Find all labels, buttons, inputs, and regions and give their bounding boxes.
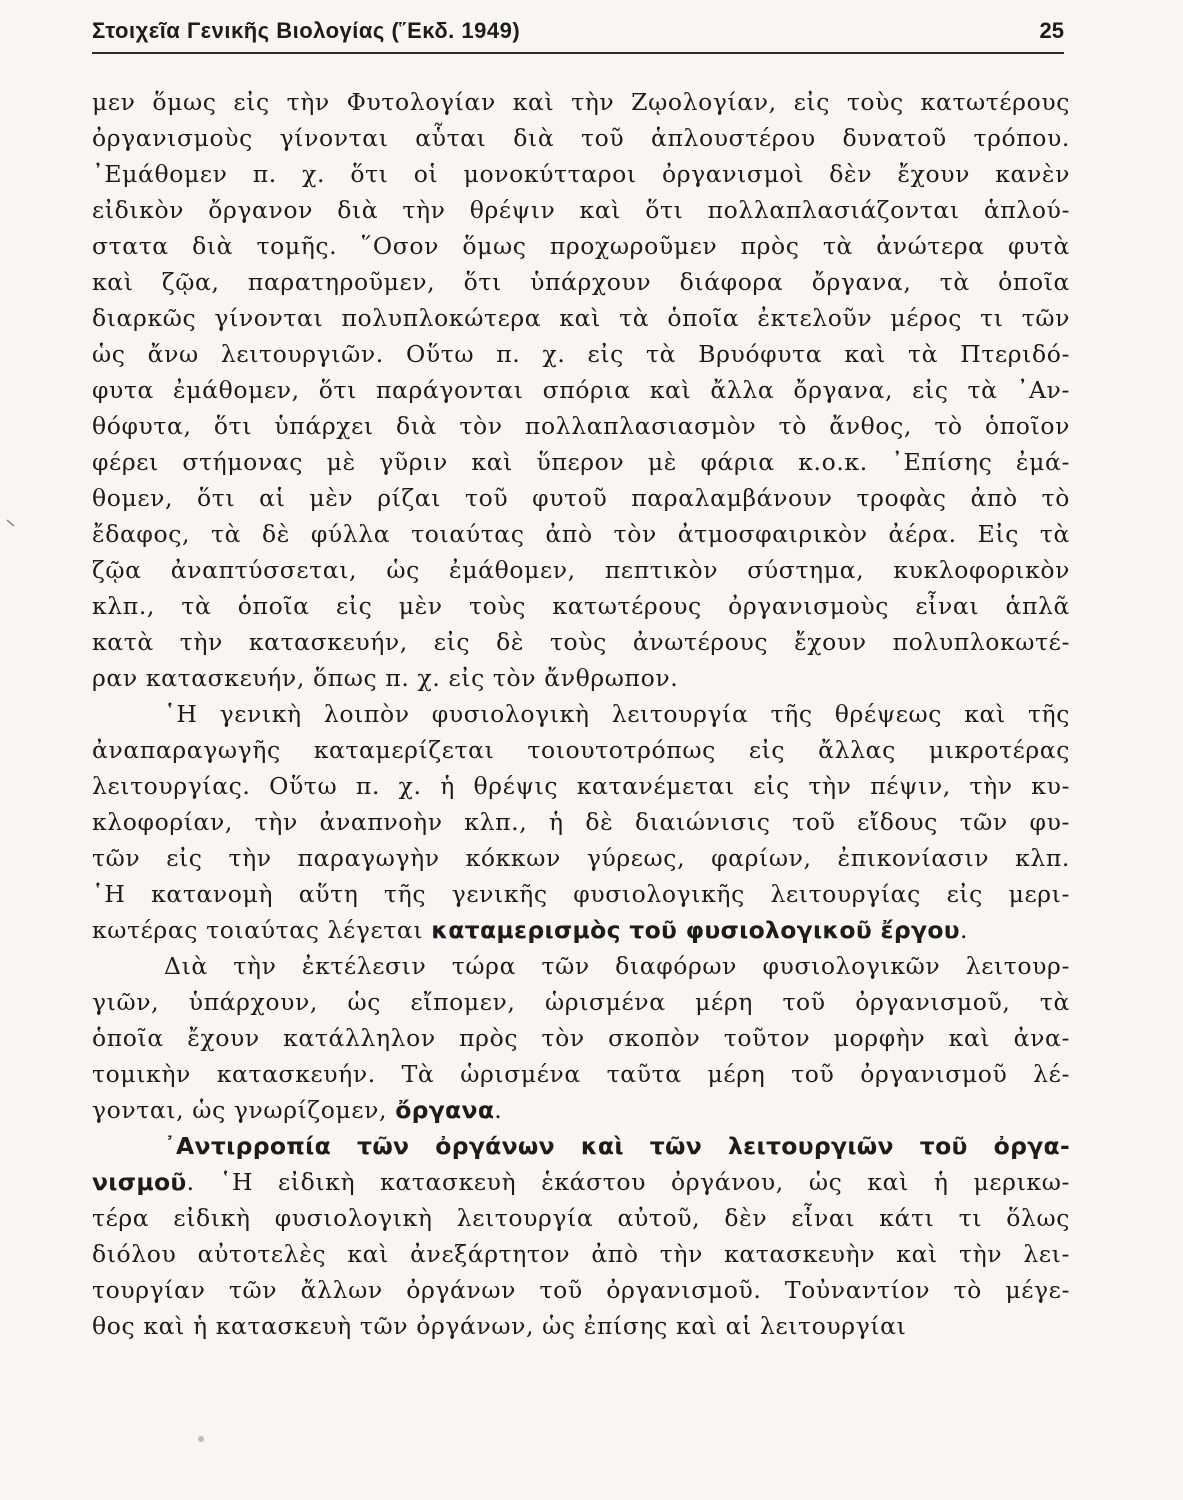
text-segment: . ῾Η εἰδικὴ κατασκευὴ ἑκάστου ὀργάνου, ὡς καὶ ἡ μερικω-: [186, 1168, 1070, 1196]
margin-tick-mark: [6, 518, 16, 528]
text-segment: κλοφορίαν, τὴν ἀναπνοὴν κλπ., ἡ δὲ διαιώνισις τοῦ εἴδους τῶν φυ-: [92, 808, 1070, 836]
text-line: [92, 732, 1070, 768]
text-segment: κλπ., τὰ ὁποῖα εἰς μὲν τοὺς κατωτέρους ὀργανισμοὺς εἶναι ἁπλᾶ: [92, 592, 1070, 620]
text-line: [92, 1092, 1070, 1128]
text-line: [92, 1020, 1070, 1056]
bold-term: νισμοῦ: [92, 1168, 187, 1196]
text-line: [92, 192, 1070, 228]
text-segment: φέρει στήμονας μὲ γῦριν καὶ ὕπερον μὲ φάρια κ.ο.κ. ᾿Επίσης ἐμά-: [92, 448, 1070, 476]
text-segment: εἰδικὸν ὄργανον διὰ τὴν θρέψιν καὶ ὅτι πολλαπλασιάζονται ἁπλού-: [92, 196, 1070, 224]
text-segment: μεν ὅμως εἰς τὴν Φυτολογίαν καὶ τὴν Ζῳολογίαν, εἰς τοὺς κατωτέρους: [92, 88, 1070, 116]
paragraph: [92, 696, 1070, 948]
text-line: [92, 984, 1070, 1020]
text-line: [92, 1308, 1070, 1344]
text-segment: ζῷα ἀναπτύσσεται, ὡς ἐμάθομεν, πεπτικὸν σύστημα, κυκλοφορικὸν: [92, 556, 1070, 584]
text-segment: γονται, ὡς γνωρίζομεν,: [92, 1096, 396, 1124]
text-segment: .: [494, 1096, 503, 1124]
page-number: 25: [1039, 18, 1064, 43]
text-line: [92, 120, 1070, 156]
text-line: [92, 768, 1070, 804]
text-segment: λειτουργίας. Οὕτω π. χ. ἡ θρέψις κατανέμεται εἰς τὴν πέψιν, τὴν κυ-: [92, 772, 1070, 800]
text-line: [92, 408, 1070, 444]
text-line: [92, 1056, 1070, 1092]
text-segment: ῾Η γενικὴ λοιπὸν φυσιολογικὴ λειτουργία τῆς θρέψεως καὶ τῆς: [164, 700, 1070, 728]
text-line: [92, 588, 1070, 624]
text-segment: τέρα εἰδικὴ φυσιολογικὴ λειτουργία αὐτοῦ, δὲν εἶναι κάτι τι ὅλως: [92, 1204, 1070, 1232]
paragraph: [92, 84, 1070, 696]
text-line: [92, 1200, 1070, 1236]
text-segment: στατα διὰ τομῆς. ῞Οσον ὅμως προχωροῦμεν πρὸς τὰ ἀνώτερα φυτὰ: [92, 232, 1070, 260]
text-line: [92, 660, 1070, 696]
header-title: Στοιχεῖα Γενικῆς Βιολογίας (῞Εκδ. 1949): [92, 18, 521, 43]
text-segment: Διὰ τὴν ἐκτέλεσιν τώρα τῶν διαφόρων φυσιολογικῶν λειτουρ-: [164, 952, 1070, 980]
running-header: [92, 18, 1064, 54]
bold-term: ὄργανα: [395, 1096, 495, 1124]
text-line: [92, 912, 1070, 948]
text-line: [92, 228, 1070, 264]
text-segment: ῾Η κατανομὴ αὕτη τῆς γενικῆς φυσιολογικῆς λειτουργίας εἰς μερι-: [92, 880, 1070, 908]
ink-speck: [198, 1436, 204, 1442]
text-line: [92, 1236, 1070, 1272]
text-line: [92, 156, 1070, 192]
text-line: [92, 372, 1070, 408]
text-line: [92, 300, 1070, 336]
text-segment: ὀργανισμοὺς γίνονται αὗται διὰ τοῦ ἁπλουστέρου δυνατοῦ τρόπου.: [92, 124, 1070, 152]
text-line: [92, 1128, 1070, 1164]
text-segment: ἔδαφος, τὰ δὲ φύλλα τοιαύτας ἀπὸ τὸν ἀτμοσφαιρικὸν ἀέρα. Εἰς τὰ: [92, 520, 1070, 548]
bold-term: καταμερισμὸς τοῦ φυσιολογικοῦ ἔργου: [431, 916, 960, 944]
page-body: [92, 84, 1070, 1344]
text-segment: ραν κατασκευήν, ὅπως π. χ. εἰς τὸν ἄνθρωπον.: [92, 664, 679, 692]
bold-term: ᾿Αντιρροπία τῶν ὀργάνων καὶ τῶν λειτουργιῶν τοῦ ὀργα-: [164, 1132, 1070, 1160]
text-segment: θος καὶ ἡ κατασκευὴ τῶν ὀργάνων, ὡς ἐπίσης καὶ αἱ λειτουργίαι: [92, 1312, 907, 1340]
text-segment: .: [959, 916, 969, 944]
text-segment: ὁποῖα ἔχουν κατάλληλον πρὸς τὸν σκοπὸν τοῦτον μορφὴν καὶ ἀνα-: [92, 1024, 1070, 1052]
text-line: [92, 516, 1070, 552]
paragraph: [92, 948, 1070, 1128]
text-line: [92, 336, 1070, 372]
text-segment: ᾿Εμάθομεν π. χ. ὅτι οἱ μονοκύτταροι ὀργανισμοὶ δὲν ἔχουν κανὲν: [92, 160, 1070, 188]
text-line: [92, 804, 1070, 840]
text-line: [92, 552, 1070, 588]
text-line: [92, 480, 1070, 516]
text-line: [92, 696, 1070, 732]
text-line: [92, 624, 1070, 660]
text-segment: κατὰ τὴν κατασκευήν, εἰς δὲ τοὺς ἀνωτέρους ἔχουν πολυπλοκωτέ-: [92, 628, 1070, 656]
text-line: [92, 1272, 1070, 1308]
text-segment: ὡς ἄνω λειτουργιῶν. Οὕτω π. χ. εἰς τὰ Βρυόφυτα καὶ τὰ Πτεριδό-: [92, 340, 1070, 368]
text-segment: φυτα ἐμάθομεν, ὅτι παράγονται σπόρια καὶ ἄλλα ὄργανα, εἰς τὰ ᾿Αν-: [92, 376, 1070, 404]
text-segment: τομικὴν κατασκευήν. Τὰ ὡρισμένα ταῦτα μέρη τοῦ ὀργανισμοῦ λέ-: [92, 1060, 1070, 1088]
text-segment: θομεν, ὅτι αἱ μὲν ρίζαι τοῦ φυτοῦ παραλαμβάνουν τροφὰς ἀπὸ τὸ: [92, 484, 1070, 512]
text-segment: κωτέρας τοιαύτας λέγεται: [92, 916, 432, 944]
paragraph: [92, 1128, 1070, 1344]
text-segment: θόφυτα, ὅτι ὑπάρχει διὰ τὸν πολλαπλασιασμὸν τὸ ἄνθος, τὸ ὁποῖον: [92, 412, 1070, 440]
text-line: [92, 948, 1070, 984]
text-line: [92, 1164, 1070, 1200]
text-segment: τῶν εἰς τὴν παραγωγὴν κόκκων γύρεως, φαρίων, ἐπικονίασιν κλπ.: [92, 844, 1070, 872]
text-segment: γιῶν, ὑπάρχουν, ὡς εἴπομεν, ὡρισμένα μέρη τοῦ ὀργανισμοῦ, τὰ: [92, 988, 1070, 1016]
text-line: [92, 840, 1070, 876]
text-line: [92, 876, 1070, 912]
text-segment: διόλου αὐτοτελὲς καὶ ἀνεξάρτητον ἀπὸ τὴν κατασκευὴν καὶ τὴν λει-: [92, 1240, 1070, 1268]
text-segment: τουργίαν τῶν ἄλλων ὀργάνων τοῦ ὀργανισμοῦ. Τοὐναντίον τὸ μέγε-: [92, 1276, 1070, 1304]
text-line: [92, 264, 1070, 300]
text-line: [92, 84, 1070, 120]
text-segment: διαρκῶς γίνονται πολυπλοκώτερα καὶ τὰ ὁποῖα ἐκτελοῦν μέρος τι τῶν: [92, 304, 1070, 332]
text-segment: καὶ ζῷα, παρατηροῦμεν, ὅτι ὑπάρχουν διάφορα ὄργανα, τὰ ὁποῖα: [92, 268, 1070, 296]
text-segment: ἀναπαραγωγῆς καταμερίζεται τοιουτοτρόπως εἰς ἄλλας μικροτέρας: [92, 736, 1070, 764]
text-line: [92, 444, 1070, 480]
